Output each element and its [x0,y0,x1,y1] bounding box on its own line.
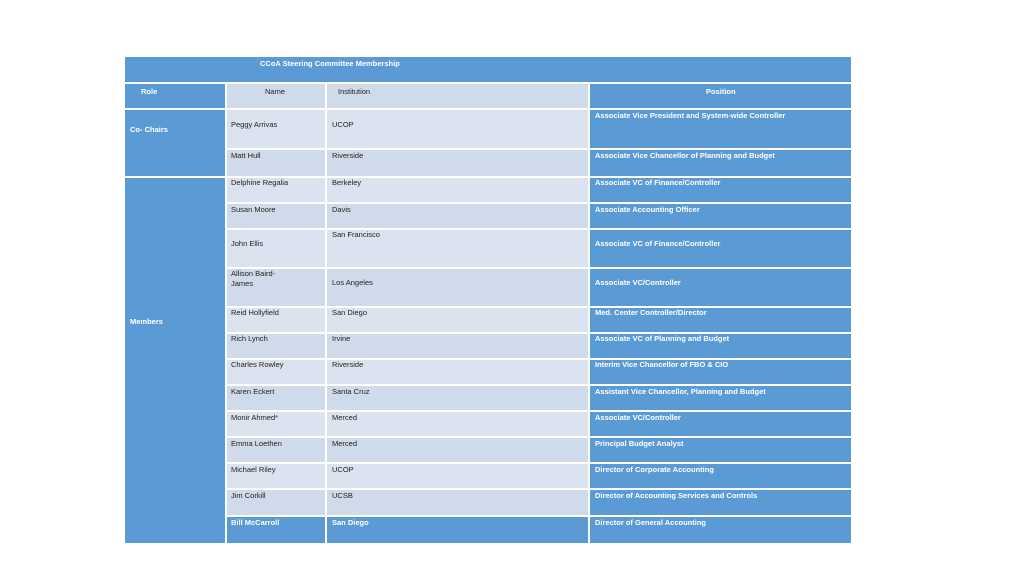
row-institution: Santa Cruz [332,387,370,396]
header-institution [327,84,588,108]
table-row-institution [327,412,588,436]
header-position [590,84,851,108]
row-position: Associate Vice Chancellor of Planning and Budget [595,151,775,160]
row-name: Charles Rowley [231,360,284,369]
table-row-position [590,464,851,488]
table-row-position [590,230,851,267]
table-row-institution [327,230,588,267]
table-row-name [227,269,325,306]
row-institution: Los Angeles [332,278,373,287]
row-position: Principal Budget Analyst [595,439,684,448]
row-position: Director of General Accounting [595,518,706,527]
row-institution: UCSB [332,491,353,500]
table-row-institution [327,178,588,202]
table-row-name [227,412,325,436]
table-row-institution [327,308,588,332]
table-row-institution [327,110,588,148]
header-position-label: Position [706,87,736,96]
table-row-position [590,204,851,228]
table-row-position [590,110,851,148]
row-institution: Riverside [332,151,364,160]
row-name-line1: Allison Baird- [231,269,276,278]
table-row-name [227,438,325,462]
header-institution-label: Institution [338,87,371,96]
row-name: Peggy Arrivas [231,120,278,129]
row-institution: UCOP [332,120,354,129]
role-members-cell [125,178,225,543]
table-row-name [227,308,325,332]
table-row-institution [327,334,588,358]
row-position: Associate VC of Finance/Controller [595,178,721,187]
table-row-position [590,360,851,384]
table-row-name [227,334,325,358]
row-position: Associate VC of Planning and Budget [595,334,730,343]
row-institution: Merced [332,413,358,422]
role-cochairs-label: Co- Chairs [130,125,168,134]
row-institution: Irvine [332,334,351,343]
row-institution: UCOP [332,465,354,474]
table-row-position [590,386,851,410]
table-row-name [227,110,325,148]
table-row-position [590,438,851,462]
row-position: Director of Corporate Accounting [595,465,714,474]
header-name [227,84,325,108]
table-row-institution [327,269,588,306]
table-row-name [227,230,325,267]
row-name: Matt Hull [231,151,261,160]
table-row-position [590,412,851,436]
row-name: Monir Ahmed* [231,413,279,422]
table-row-name [227,204,325,228]
row-name: Karen Eckert [231,387,275,396]
row-position: Interim Vice Chancellor of FBO & CIO [595,360,729,369]
role-cochairs-cell [125,110,225,176]
row-name: John Ellis [231,239,264,248]
table-row-position [590,150,851,176]
table-row-name [227,150,325,176]
row-institution: Merced [332,439,358,448]
row-position: Med. Center Controller/Director [595,308,707,317]
header-role-label: Role [141,87,158,96]
row-name: Jim Corkill [231,491,266,500]
table-row-institution [327,386,588,410]
row-position: Associate Accounting Officer [595,205,700,214]
table-row-position [590,334,851,358]
table-row-name [227,517,325,543]
table-row-name [227,360,325,384]
table-row-position [590,517,851,543]
row-name: Susan Moore [231,205,276,214]
table-row-name [227,178,325,202]
role-members-label: Members [130,317,163,326]
row-name-line2: James [231,279,254,288]
row-name: Reid Hollyfield [231,308,279,317]
row-position: Associate VC/Controller [595,413,681,422]
row-institution: Riverside [332,360,364,369]
table-row-institution [327,438,588,462]
row-position: Associate VC of Finance/Controller [595,239,721,248]
row-position: Associate Vice President and System-wide Controller [595,111,786,120]
table-row-position [590,490,851,515]
row-position: Associate VC/Controller [595,278,681,287]
table-row-institution [327,360,588,384]
row-institution: San Diego [332,518,369,527]
table-title-band [125,57,851,82]
row-position: Assistant Vice Chancellor, Planning and Budget [595,387,766,396]
table-row-institution [327,204,588,228]
row-institution: San Francisco [332,230,380,239]
row-position: Director of Accounting Services and Controls [595,491,758,500]
table-row-name [227,386,325,410]
table-row-institution [327,517,588,543]
header-role [125,84,225,108]
row-name: Delphine Regalia [231,178,289,187]
row-name: Michael Riley [231,465,276,474]
row-name: Emma Loethen [231,439,282,448]
row-institution: San Diego [332,308,368,317]
table-title: CCoA Steering Committee Membership [260,59,400,68]
row-institution: Berkeley [332,178,362,187]
table-row-position [590,308,851,332]
row-name: Bill McCarroll [231,518,280,527]
table-row-position [590,269,851,306]
table-row-institution [327,490,588,515]
table-row-name [227,464,325,488]
header-name-label: Name [265,87,286,96]
row-name: Rich Lynch [231,334,268,343]
table-row-name [227,490,325,515]
table-row-position [590,178,851,202]
table-row-institution [327,150,588,176]
row-institution: Davis [332,205,351,214]
table-row-institution [327,464,588,488]
